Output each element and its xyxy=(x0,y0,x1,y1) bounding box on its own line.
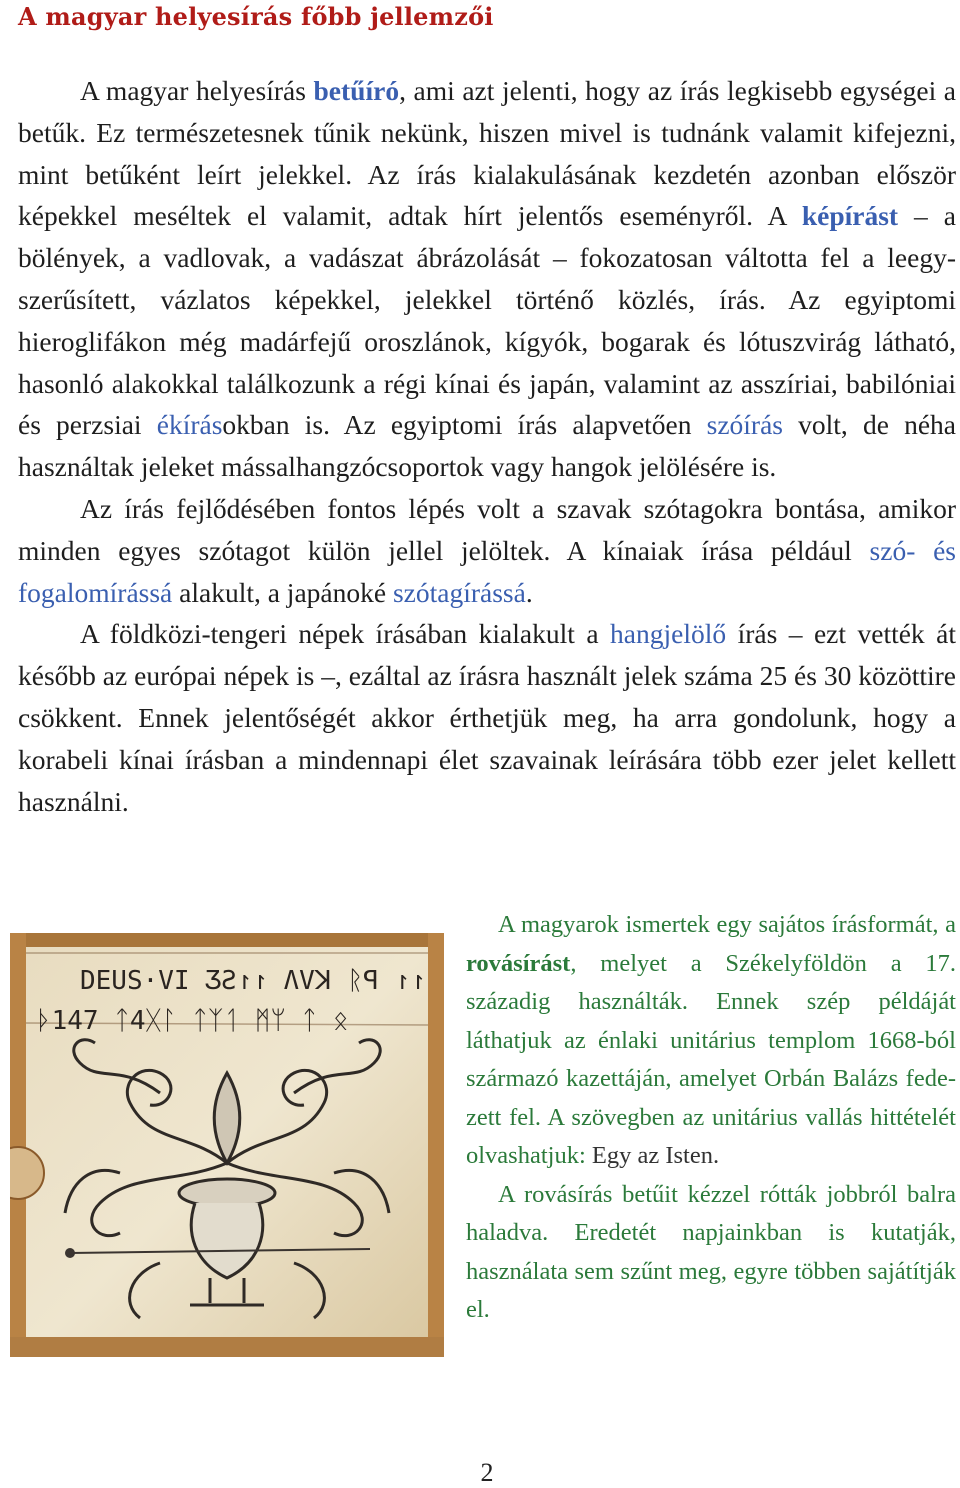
text-run: . xyxy=(525,576,533,608)
keyword-hangjelolo: hangjelölő xyxy=(610,618,727,650)
page-number: 2 xyxy=(480,1458,494,1487)
creed-text: Egy az Isten. xyxy=(591,1142,720,1169)
paragraph-2 xyxy=(18,488,956,613)
paragraph-3 xyxy=(18,613,956,822)
side-paragraph-1 xyxy=(466,906,956,1176)
sidebar-text xyxy=(466,906,956,1330)
side-paragraph-2 xyxy=(466,1176,956,1330)
text-run: – a bölények, a vadlovak, a vadászat ábrázolását – fokozatosan váltotta fel a leegyszerűsített, vázlatos képekkel, jelekkel történő közlés, írás. Az egyiptomi hieroglifákon még madárfejű oroszlánok, kígyók, bogarak és lótuszvirág látható, hasonló alakokkal találkozunk a régi kínai és japán, valamint az asszíriai, babilóniai és perzsiai xyxy=(18,200,956,441)
paragraph-1 xyxy=(18,70,956,488)
text-run: Az írás fejlődésében fontos lépés volt a szavak szótagokra bontása, amikor minden egyes szótagot külön jellel jelöltek. A kínaiak írása például xyxy=(18,492,956,566)
text-run: A magyar helyesírás xyxy=(80,75,314,106)
text-run: A magyarok ismertek egy sajátos írásformát, a xyxy=(498,911,956,938)
text-run: , melyet a Székelyföldön a 17. századig használták. Ennek szép példáját láthatjuk az énlaki unitárius templom 1668-ból származó kazettáján, amelyet Orbán Balázs fedezett fel. A szövegben az unitárius vallás hittételét olvashatjuk: xyxy=(466,949,956,1169)
keyword-szoiras: szóírás xyxy=(706,409,783,441)
page-title: A magyar helyesírás főbb jellemzői xyxy=(18,2,494,31)
text-run: volt, de néha használtak jeleket mássalhangzócsoportok vagy hangok jelölésére is. xyxy=(18,409,956,483)
ceiling-panel-illustration xyxy=(10,933,444,1357)
inscription-line-2: ᚦ147 ᛏ4ᚷᛚ ᛏᛉᛐ ᛗᛘ ᛏ ᛟ xyxy=(36,1006,349,1036)
keyword-rovasiras: rovásírást xyxy=(466,949,571,977)
keyword-szotagiras: szótagírássá xyxy=(392,576,526,608)
keyword-betuiro: betűíró xyxy=(313,75,400,106)
text-run: , ami azt jelenti, hogy az írás legkisebb egységei a betűk. Ez természetesnek tűnik nekünk, hiszen mivel is tudnánk valamit kifejezni, mint betűként leírt jelekkel. Az írás kialakulásának kezdetén azonban először képekkel meséltek el valamit, adtak hírt jelentős eseményről. A xyxy=(18,75,956,232)
text-run: alakult, a japánoké xyxy=(172,576,393,608)
text-run: okban is. Az egyiptomi írás alapvetően xyxy=(222,409,707,441)
inscription-line-1: DEUS·VI ƷƧ↾↾ ɅVꓘ ᚱꟼ ↾↾ xyxy=(80,966,426,996)
text-run: írás – ezt vették át később az európai népek is –, ezáltal az írásra használt jelek száma 25 és 30 közöttire csökkent. Ennek jelentőségét akkor érthetjük meg, ha arra gondolunk, hogy a korabeli kínai írásban a mindennapi élet szavainak leírására több ezer jelet kellett használni. xyxy=(18,618,956,817)
painted-ceiling-panel-photo xyxy=(10,933,444,1357)
keyword-kepiras: képírást xyxy=(801,200,899,232)
text-run: A földközi-tengeri népek írásában kialakult a xyxy=(80,618,611,650)
keyword-ekiras: ékírás xyxy=(156,409,223,441)
text-run: A rovásírás betűit kézzel rótták jobbról balra haladva. Eredetét napjainkban is kutatják, használata sem szűnt meg, egyre többen sajátítják el. xyxy=(466,1180,956,1323)
main-text xyxy=(18,70,956,822)
keyword-szo-es-fogalomiras: szó- és fogalomírássá xyxy=(18,534,956,608)
